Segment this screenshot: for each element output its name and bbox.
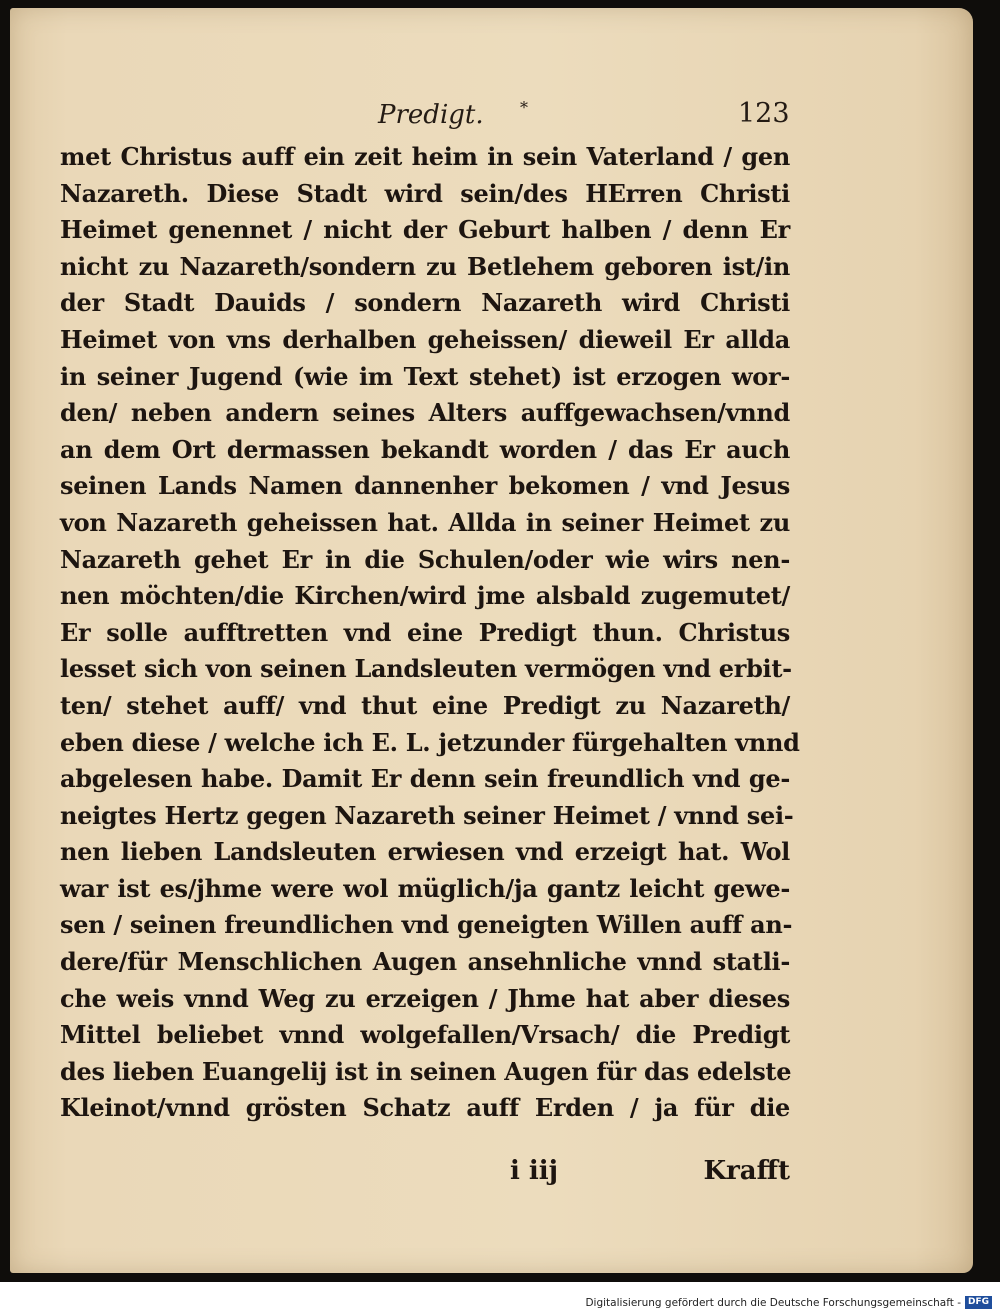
text-line: Heimet von vns derhalben geheissen/ dieweil Er allda — [60, 324, 790, 354]
catchword: Krafft — [703, 1156, 790, 1186]
text-line: lesset sich von seinen Landsleuten vermögen vnd erbit- — [60, 654, 792, 684]
header-ornament: * — [520, 98, 528, 117]
text-line: ten/ stehet auff/ vnd thut eine Predigt zu Nazareth/ — [60, 690, 790, 720]
text-line: Mittel beliebet vnnd wolgefallen/Vrsach/ die Predigt — [60, 1020, 790, 1050]
text-line: met Christus auff ein zeit heim in sein Vaterland / gen — [60, 142, 790, 171]
text-line: nen möchten/die Kirchen/wird jme alsbald zugemutet/ — [60, 581, 790, 611]
text-line: Er solle aufftretten vnd eine Predigt thun. Christus — [60, 617, 790, 647]
text-line: der Stadt Dauids / sondern Nazareth wird Christi — [60, 288, 790, 318]
body-text — [60, 139, 800, 1127]
text-line: seinen Lands Namen dannenher bekomen / vnd Jesus — [60, 471, 790, 501]
text-line: dere/für Menschlichen Augen ansehnliche vnnd statli- — [60, 947, 790, 977]
text-line: des lieben Euangelij ist in seinen Augen für das edelste — [60, 1056, 792, 1086]
text-line: neigtes Hertz gegen Nazareth seiner Heimet / vnnd sei- — [60, 800, 794, 830]
text-line: in seiner Jugend (wie im Text stehet) ist erzogen wor- — [60, 361, 790, 391]
running-header: Predigt. — [378, 100, 484, 130]
text-line: nen lieben Landsleuten erwiesen vnd erzeigt hat. Wol — [60, 837, 790, 867]
catchword-line — [510, 1156, 790, 1186]
text-line: war ist es/jhme were wol müglich/ja gantz leicht gewe- — [60, 873, 790, 903]
text-line: an dem Ort dermassen bekandt worden / das Er auch — [60, 434, 790, 464]
dfg-logo: DFG — [965, 1296, 992, 1309]
text-line: Heimet genennet / nicht der Geburt halben / denn Er — [60, 215, 790, 245]
text-line: Kleinot/vnnd grösten Schatz auff Erden / ja für die — [60, 1093, 790, 1123]
page-number: 123 — [738, 98, 790, 129]
signature-mark: i iij — [510, 1156, 559, 1186]
credit-text: Digitalisierung gefördert durch die Deutsche Forschungsgemeinschaft - — [585, 1296, 961, 1309]
text-line: che weis vnnd Weg zu erzeigen / Jhme hat aber dieses — [60, 983, 790, 1013]
book-page — [10, 8, 973, 1273]
text-line: den/ neben andern seines Alters auffgewachsen/vnnd — [60, 398, 790, 428]
text-line: Nazareth. Diese Stadt wird sein/des HErren Christi — [60, 178, 790, 208]
text-line: abgelesen habe. Damit Er denn sein freundlich vnd ge- — [60, 764, 790, 794]
text-line: von Nazareth geheissen hat. Allda in seiner Heimet zu — [60, 507, 790, 537]
text-line: eben diese / welche ich E. L. jetzunder fürgehalten vnnd — [60, 727, 800, 757]
text-line: sen / seinen freundlichen vnd geneigten Willen auff an- — [60, 910, 793, 940]
text-line: nicht zu Nazareth/sondern zu Betlehem geboren ist/in — [60, 251, 790, 281]
digitization-credit — [585, 1296, 992, 1309]
text-line: Nazareth gehet Er in die Schulen/oder wie wirs nen- — [60, 544, 790, 574]
